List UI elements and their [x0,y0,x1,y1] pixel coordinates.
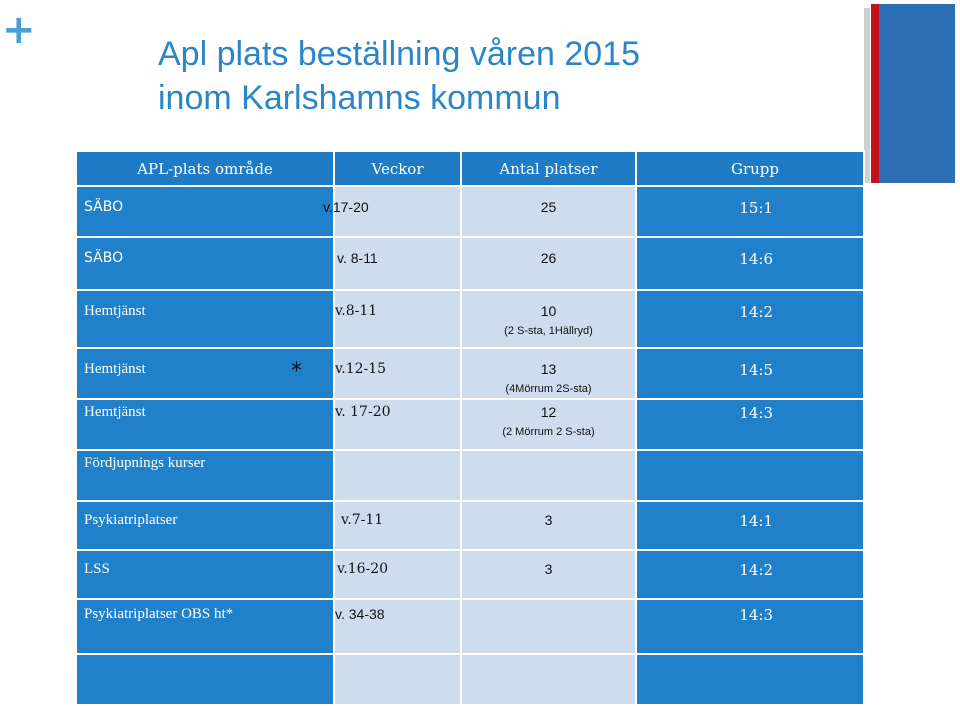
cell-count: 3 [461,550,636,599]
accent-bar-red [871,4,879,183]
count-note: (4Mörrum 2S-sta) [505,383,592,395]
cell-area: Hemtjänst [76,348,334,399]
cell-area: Psykiatriplatser [76,501,334,550]
cell-count: 26 [461,237,636,290]
header-count: Antal platser [461,151,636,186]
cell-group: 14:6 [636,237,864,290]
cell-count [461,399,636,450]
cell-group: 14:5 [636,348,864,399]
page-title [158,32,640,120]
table-row [76,450,864,501]
cell-group [636,450,864,501]
cell-count: 3 [461,501,636,550]
cell-weeks: v. 8-11 [334,237,461,290]
weeks-text: v.12-15 [335,361,387,377]
table-row [76,290,864,348]
header-area: APL-plats område [76,151,334,186]
cell-group [636,654,864,705]
count-value: 13 [540,361,557,377]
accent-bar-blue [879,4,955,183]
cell-group: 14:3 [636,599,864,654]
cell-count [461,654,636,705]
table-row [76,186,864,237]
table-row [76,399,864,450]
cell-weeks: v.16-20 [334,550,461,599]
cell-weeks: v.7-11 [334,501,461,550]
plus-decoration: + [2,7,36,53]
header-weeks: Veckor [334,151,461,186]
cell-group: 14:2 [636,550,864,599]
cell-count [461,290,636,348]
cell-area: SÄBO [76,237,334,290]
title-line-2: inom Karlshamns kommun [158,79,561,117]
count-note: (2 Mörrum 2 S-sta) [502,426,595,438]
cell-area: Hemtjänst [76,399,334,450]
cell-group: 14:2 [636,290,864,348]
cell-group: 14:3 [636,399,864,450]
cell-count: 25 [461,186,636,237]
count-note: (2 S-sta, 1Hällryd) [504,325,593,337]
cell-area: Psykiatriplatser OBS ht* [76,599,334,654]
cell-weeks: v. 17-20 [334,399,461,450]
header-group: Grupp [636,151,864,186]
cell-area: Hemtjänst [76,290,334,348]
table-row [76,654,864,705]
weeks-text: v.17-20 [323,199,369,215]
count-value: 10 [540,303,557,319]
cell-count [461,450,636,501]
cell-group: 15:1 [636,186,864,237]
table-row [76,237,864,290]
cell-area [76,654,334,705]
placement-table [75,150,865,706]
cell-weeks [323,186,461,237]
title-line-1: Apl plats beställning våren 2015 [158,35,640,73]
cell-area: Fördjupnings kurser [76,450,334,501]
table-row [76,550,864,599]
cell-area: LSS [76,550,334,599]
cell-weeks [334,450,461,501]
table-row [76,501,864,550]
cell-count [461,348,636,399]
cell-weeks: v.8-11 [334,290,461,348]
cell-group: 14:1 [636,501,864,550]
cell-weeks: v. 34-38 [334,599,461,654]
cell-weeks [291,348,461,399]
cell-weeks [334,654,461,705]
table-row [76,599,864,654]
asterisk-marker: * [291,359,302,384]
table-row [76,348,864,399]
cell-area: SÄBO [76,186,334,237]
cell-count [461,599,636,654]
count-value: 12 [540,404,557,420]
table-header-row [76,151,864,186]
